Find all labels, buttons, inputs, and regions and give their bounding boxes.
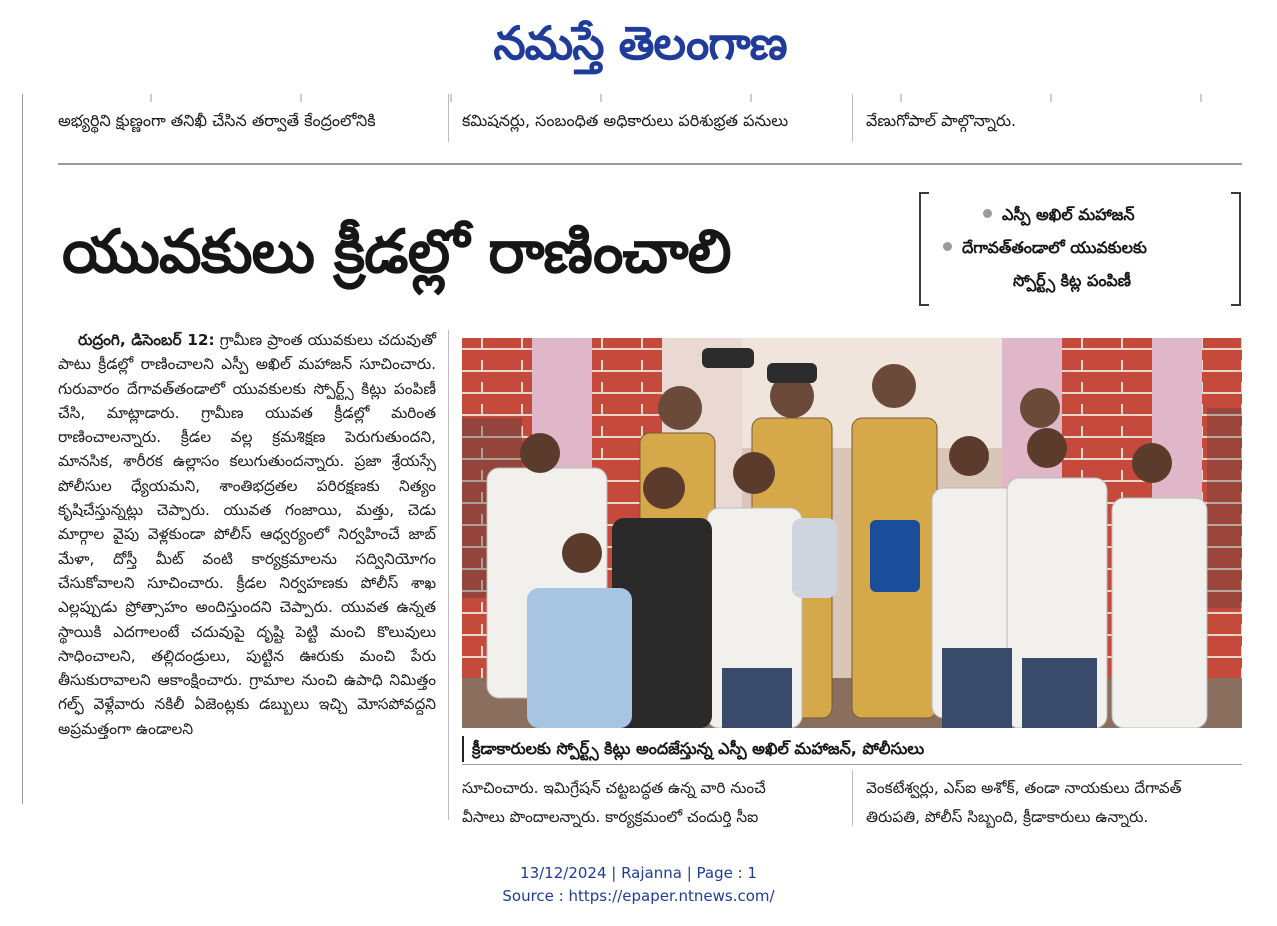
deck-item [1013,270,1131,292]
article-deck [919,192,1241,306]
deck-item-text: దేగావత్‌తండాలో యువకులకు [962,238,1147,257]
page-edge-rule [22,94,23,804]
top-strip-col1: అభ్యర్థిని క్షుణ్ణంగా తనిఖీ చేసిన తర్వాతే కేంద్రంలోనికి [58,111,376,130]
news-photo [462,338,1242,728]
caption-underline [462,764,1242,765]
footer-source: Source : https://epaper.ntnews.com/ [502,887,775,905]
deck-item [983,204,1135,226]
photo-caption: క్రీడాకారులకు స్పోర్ట్స్ కిట్లు అందజేస్తున్న ఎస్పీ అఖిల్ మహాజన్, పోలీసులు [462,736,1002,762]
column-divider [852,770,853,826]
article-headline: యువకులు క్రీడల్లో రాణించాలి [62,217,731,287]
top-strip-col3: వేణుగోపాల్ పాల్గొన్నారు. [866,111,1017,130]
bullet-icon [943,242,952,251]
bullet-icon [983,209,992,218]
masthead-logo: నమస్తే తెలంగాణ [493,16,787,70]
clipped-text-remnant [60,94,1240,102]
article-col2 [462,774,766,832]
top-strip-col2: కమిషనర్లు, సంబంధిత అధికారులు పరిశుభ్రత పనులు [462,111,789,130]
deck-item-text: ఎస్పీ అఖిల్ మహాజన్ [1002,205,1135,224]
column-divider [448,330,449,820]
article-col3-line: వెంకటేశ్వర్లు, ఎస్ఐ అశోక్, తండా నాయకులు దేగావత్ [866,779,1182,797]
article-col2-line: సూచించారు. ఇమిగ్రేషన్ చట్టబద్ధత ఉన్న వారి నుంచే [462,779,766,797]
footer-page-info: 13/12/2024 | Rajanna | Page : 1 [520,864,757,882]
deck-item [943,237,1147,259]
article-col2-line: వీసాలు పొందాలన్నారు. కార్యక్రమంలో చందుర్తి సీఐ [462,808,759,826]
deck-item-text: స్పోర్ట్స్ కిట్ల పంపిణీ [1013,271,1132,290]
article-body [58,328,436,741]
column-divider [852,94,853,142]
article-col3-line: తిరుపతి, పోలీస్ సిబ్బంది, క్రీడాకారులు ఉన్నారు. [866,808,1149,826]
article-col3 [866,774,1182,832]
article-dateline: రుద్రంగి, డిసెంబర్ 12: [78,331,215,349]
article-body-text: గ్రామీణ ప్రాంత యువకులు చదువుతో పాటు క్రీడల్లో రాణించాలని ఎస్పీ అఖిల్ మహాజన్ సూచించారు. గురువారం దేగావత్‌తండాలో యువకులకు స్పోర్ట్స్ కిట్లు పంపిణీ చేసి, మాట్లాడారు. గ్రామీణ యువత క్రీడల్లో మరింత రాణించాలన్నారు. క్రీడల వల్ల క్రమశిక్షణ పెరుగుతుందని, మానసిక, శారీరక ఉల్లాసం కలుగుతుందన్నారు. ప్రజా శ్రేయస్సే పోలీసుల ధ్యేయమని, శాంతిభద్రతల పరిరక్షణకు నిత్యం కృషిచేస్తున్నట్లు చెప్పారు. యువత గంజాయి, మత్తు, చెడు మార్గాల వైపు వెళ్లకుండా పోలీస్ ఆధ్వర్యంలో నిర్వహించే జాబ్ మేళా, దోస్తీ మీట్ వంటి కార్యక్రమాలను సద్వినియోగం చేసుకోవాలని సూచించారు. క్రీడల నిర్వహణకు పోలీస్ శాఖ ఎల్లప్పుడు ప్రోత్సాహం అందిస్తుందని చెప్పారు. యువత ఉన్నత స్థాయికి ఎదగాలంటే చదువుపై దృష్టి పెట్టి మంచి కొలువులు సాధించాలని, తల్లిదండ్రులు, పుట్టిన ఊరుకు మంచి పేరు తీసుకురావాలని ఆకాంక్షించారు. గ్రామాల నుంచి ఉపాధి నిమిత్తం గల్ఫ్ వెళ్లేవారు నకిలీ ఏజెంట్లకు డబ్బులు ఇచ్చి మోసపోవద్దని అప్రమత్తంగా ఉండాలని [58,331,436,738]
section-separator [58,163,1242,165]
column-divider [448,94,449,142]
